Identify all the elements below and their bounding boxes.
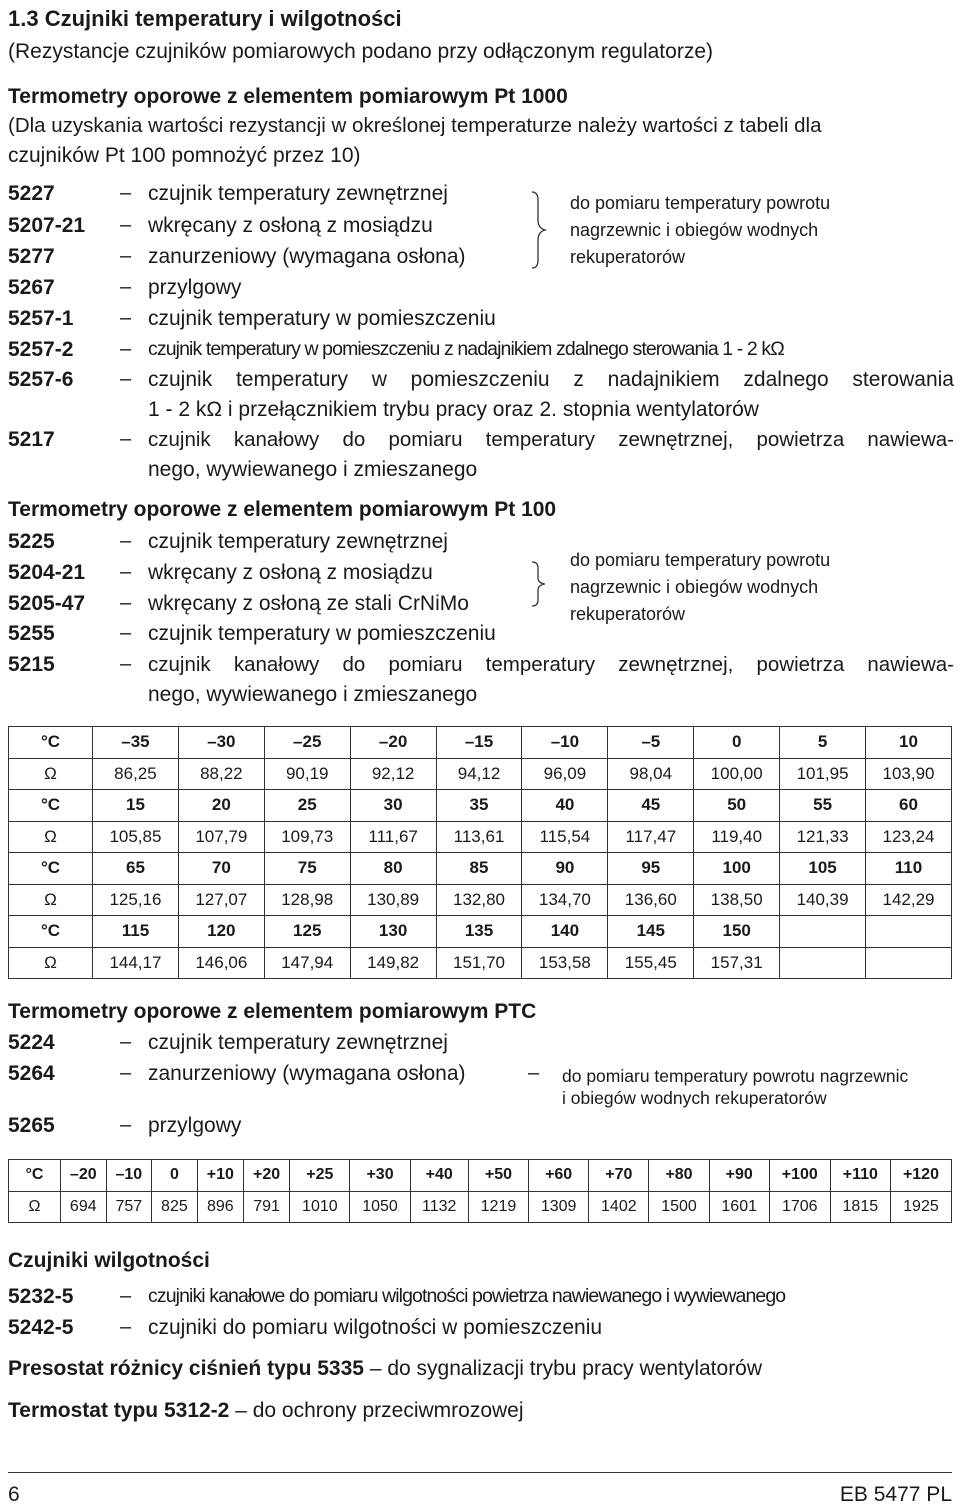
table-cell: 92,12 (350, 758, 436, 790)
table-cell: 25 (264, 790, 350, 822)
unit-cell: °C (9, 1160, 61, 1192)
table-cell: 146,06 (178, 947, 264, 979)
brace-icon (530, 560, 550, 608)
table-row (9, 727, 952, 759)
table-cell: –15 (436, 727, 522, 759)
dash: – (120, 245, 132, 267)
table-cell: 100,00 (694, 758, 780, 790)
sensor-code: 5224 (8, 1031, 55, 1054)
table-cell (866, 916, 952, 948)
presostat-desc: do sygnalizacji trybu pracy wentylatorów (387, 1357, 763, 1380)
table-cell: 144,17 (93, 947, 179, 979)
table-cell: 123,24 (866, 821, 952, 853)
table-cell: –5 (608, 727, 694, 759)
table-cell: 1815 (830, 1191, 890, 1223)
sensor-desc: czujnik temperatury w pomieszczeniu (148, 622, 496, 645)
table-cell: 791 (243, 1191, 289, 1223)
sensor-desc: czujnik temperatury zewnętrznej (148, 182, 448, 205)
table-cell: 98,04 (608, 758, 694, 790)
table-cell: –20 (61, 1160, 107, 1192)
table-cell (780, 947, 866, 979)
dash: – (120, 368, 132, 390)
table-row (9, 1191, 952, 1223)
table-cell: 75 (264, 853, 350, 885)
table-cell: +80 (649, 1160, 709, 1192)
dash: – (528, 1062, 540, 1084)
table-cell: 90 (522, 853, 608, 885)
table-cell: 147,94 (264, 947, 350, 979)
table-cell: 140,39 (780, 884, 866, 916)
table-cell: +100 (769, 1160, 830, 1192)
table-row (9, 821, 952, 853)
table-row (9, 916, 952, 948)
unit-cell: Ω (9, 947, 93, 979)
table-cell: 115 (93, 916, 179, 948)
dash: – (120, 592, 132, 614)
sensor-desc: wkręcany z osłoną z mosiądzu (148, 214, 433, 237)
page-number: 6 (8, 1483, 20, 1506)
table-cell: –35 (93, 727, 179, 759)
dash: – (120, 653, 132, 675)
table-cell: 113,61 (436, 821, 522, 853)
side-note-line: do pomiaru temperatury powrotu nagrzewnic (562, 1066, 909, 1086)
dash: – (120, 1114, 132, 1136)
sensor-desc: czujniki kanałowe do pomiaru wilgotności powietrza nawiewanego i wywiewanego (148, 1285, 786, 1307)
table-cell: 1219 (468, 1191, 528, 1223)
table-cell: –20 (350, 727, 436, 759)
table-cell: 55 (780, 790, 866, 822)
ptc-resistance-table (8, 1159, 952, 1223)
sensor-code: 5204-21 (8, 561, 86, 584)
sensor-code: 5257-6 (8, 368, 74, 391)
table-cell: 88,22 (178, 758, 264, 790)
table-cell: 96,09 (522, 758, 608, 790)
pt1000-note-line1: (Dla uzyskania wartości rezystancji w określonej temperaturze należy wartości z tabeli dla (8, 114, 822, 137)
table-cell: 142,29 (866, 884, 952, 916)
sensor-code: 5265 (8, 1114, 55, 1137)
presostat-line (8, 1357, 762, 1381)
table-cell: –10 (522, 727, 608, 759)
sensor-code: 5207-21 (8, 214, 86, 237)
sensor-code: 5264 (8, 1062, 55, 1085)
sensor-code: 5257-1 (8, 307, 74, 330)
table-cell: +10 (197, 1160, 243, 1192)
unit-cell: Ω (9, 758, 93, 790)
sensor-desc: wkręcany z osłoną z mosiądzu (148, 561, 433, 584)
table-row (9, 1160, 952, 1192)
table-row (9, 853, 952, 885)
table-cell: 103,90 (866, 758, 952, 790)
table-cell: 1500 (649, 1191, 709, 1223)
sensor-code: 5257-2 (8, 338, 74, 361)
table-cell: +50 (468, 1160, 528, 1192)
dash: – (120, 1316, 132, 1338)
pt100-side-note (570, 547, 830, 628)
table-cell: +25 (290, 1160, 350, 1192)
unit-cell: °C (9, 727, 93, 759)
sensor-desc: zanurzeniowy (wymagana osłona) (148, 1062, 466, 1085)
table-cell: 1402 (589, 1191, 649, 1223)
table-cell: 100 (694, 853, 780, 885)
table-cell: +110 (830, 1160, 890, 1192)
table-cell: 5 (780, 727, 866, 759)
side-note-line: do pomiaru temperatury powrotu (570, 193, 831, 213)
pt1000-heading: Termometry oporowe z elementem pomiarowym Pt 1000 (8, 85, 568, 108)
sensor-code: 5215 (8, 653, 55, 676)
table-cell: 35 (436, 790, 522, 822)
pt100-resistance-table (8, 726, 952, 979)
table-cell: 50 (694, 790, 780, 822)
table-cell: 1010 (290, 1191, 350, 1223)
side-note-line: rekuperatorów (570, 247, 686, 267)
brace-icon (530, 190, 550, 270)
table-cell: +90 (709, 1160, 769, 1192)
side-note-line: nagrzewnic i obiegów wodnych (570, 220, 819, 240)
sensor-desc-cont: nego, wywiewanego i zmieszanego (148, 683, 478, 706)
table-cell: 136,60 (608, 884, 694, 916)
dash: – (120, 1285, 132, 1307)
unit-cell: Ω (9, 884, 93, 916)
table-cell: 153,58 (522, 947, 608, 979)
document-id: EB 5477 PL (839, 1483, 952, 1506)
table-cell: 130 (350, 916, 436, 948)
table-cell: 128,98 (264, 884, 350, 916)
sensor-desc: czujnik temperatury w pomieszczeniu (148, 307, 496, 330)
unit-cell: °C (9, 916, 93, 948)
sensor-desc: czujniki do pomiaru wilgotności w pomieszczeniu (148, 1316, 603, 1339)
table-cell: 94,12 (436, 758, 522, 790)
table-cell: 1132 (410, 1191, 468, 1223)
dash: – (120, 1031, 132, 1053)
section-title: 1.3 Czujniki temperatury i wilgotności (8, 6, 402, 31)
table-cell: –10 (106, 1160, 152, 1192)
sensor-desc: czujnik temperatury w pomieszczeniu z nadajnikiem zdalnego sterowania (148, 368, 954, 391)
sensor-desc: zanurzeniowy (wymagana osłona) (148, 245, 466, 268)
table-cell: 60 (866, 790, 952, 822)
table-cell: 105,85 (93, 821, 179, 853)
side-note-line: do pomiaru temperatury powrotu (570, 550, 831, 570)
table-cell: 20 (178, 790, 264, 822)
sensor-code: 5242-5 (8, 1316, 74, 1339)
table-cell: +120 (890, 1160, 951, 1192)
sensor-desc-cont: nego, wywiewanego i zmieszanego (148, 458, 478, 481)
table-cell: 130,89 (350, 884, 436, 916)
sensor-desc-cont: 1 - 2 kΩ i przełącznikiem trybu pracy oraz 2. stopnia wentylatorów (148, 398, 759, 421)
table-cell: 90,19 (264, 758, 350, 790)
dash: – (120, 307, 132, 329)
sensor-desc: czujnik kanałowy do pomiaru temperatury zewnętrznej, powietrza nawiewa- (148, 428, 954, 451)
table-cell: 1309 (529, 1191, 589, 1223)
table-cell: 896 (197, 1191, 243, 1223)
table-cell: 70 (178, 853, 264, 885)
pt100-heading: Termometry oporowe z elementem pomiarowym Pt 100 (8, 498, 557, 521)
table-cell: 0 (152, 1160, 198, 1192)
termostat-title: Termostat typu 5312-2 (8, 1399, 230, 1422)
sensor-desc: czujnik temperatury w pomieszczeniu z nadajnikiem zdalnego sterowania 1 - 2 kΩ (148, 338, 784, 360)
table-cell: 134,70 (522, 884, 608, 916)
table-cell: 149,82 (350, 947, 436, 979)
table-row (9, 758, 952, 790)
table-cell: 95 (608, 853, 694, 885)
table-cell: 127,07 (178, 884, 264, 916)
termostat-desc: do ochrony przeciwmrozowej (252, 1399, 524, 1422)
table-cell: 1601 (709, 1191, 769, 1223)
dash: – (369, 1357, 382, 1380)
sensor-code: 5205-47 (8, 592, 86, 615)
table-cell: 15 (93, 790, 179, 822)
sensor-desc: przylgowy (148, 1114, 242, 1137)
side-note-line: i obiegów wodnych rekuperatorów (562, 1088, 827, 1108)
table-cell: 85 (436, 853, 522, 885)
table-cell: 45 (608, 790, 694, 822)
sensor-code: 5255 (8, 622, 55, 645)
table-cell: 145 (608, 916, 694, 948)
table-cell: 125,16 (93, 884, 179, 916)
footer-divider (8, 1472, 952, 1473)
table-cell: 694 (61, 1191, 107, 1223)
table-cell: 150 (694, 916, 780, 948)
dash: – (235, 1399, 247, 1422)
unit-cell: °C (9, 853, 93, 885)
table-cell: 80 (350, 853, 436, 885)
dash: – (120, 1062, 132, 1084)
termostat-line (8, 1399, 524, 1423)
table-cell: 109,73 (264, 821, 350, 853)
table-cell: +30 (350, 1160, 410, 1192)
humidity-heading: Czujniki wilgotności (8, 1249, 210, 1272)
table-cell: 110 (866, 853, 952, 885)
dash: – (120, 214, 132, 236)
side-note-line: nagrzewnic i obiegów wodnych (570, 577, 819, 597)
table-cell: 101,95 (780, 758, 866, 790)
dash: – (120, 276, 132, 298)
table-cell: 157,31 (694, 947, 780, 979)
table-cell: 119,40 (694, 821, 780, 853)
side-note-line: rekuperatorów (570, 604, 686, 624)
sensor-code: 5227 (8, 182, 55, 205)
table-cell: 86,25 (93, 758, 179, 790)
table-cell: 757 (106, 1191, 152, 1223)
table-cell: 107,79 (178, 821, 264, 853)
table-cell: 10 (866, 727, 952, 759)
presostat-title: Presostat różnicy ciśnień typu 5335 (8, 1357, 364, 1380)
table-cell: 0 (694, 727, 780, 759)
table-cell: 105 (780, 853, 866, 885)
table-cell: 115,54 (522, 821, 608, 853)
table-cell: 30 (350, 790, 436, 822)
table-cell: 132,80 (436, 884, 522, 916)
sensor-desc: czujnik temperatury zewnętrznej (148, 530, 448, 553)
table-cell: –30 (178, 727, 264, 759)
table-cell: 1925 (890, 1191, 951, 1223)
table-cell: 65 (93, 853, 179, 885)
sensor-code: 5232-5 (8, 1285, 74, 1308)
unit-cell: Ω (9, 821, 93, 853)
sensor-desc: przylgowy (148, 276, 242, 299)
sensor-desc: wkręcany z osłoną ze stali CrNiMo (148, 592, 469, 615)
table-cell: 155,45 (608, 947, 694, 979)
table-cell: +60 (529, 1160, 589, 1192)
sensor-code: 5225 (8, 530, 55, 553)
dash: – (120, 182, 132, 204)
unit-cell: Ω (9, 1191, 61, 1223)
table-cell: 125 (264, 916, 350, 948)
ptc-heading: Termometry oporowe z elementem pomiarowym PTC (8, 1000, 537, 1023)
table-cell: 120 (178, 916, 264, 948)
table-cell: 138,50 (694, 884, 780, 916)
table-cell: 117,47 (608, 821, 694, 853)
sensor-desc: czujnik temperatury zewnętrznej (148, 1031, 448, 1054)
dash: – (120, 428, 132, 450)
table-cell: 1706 (769, 1191, 830, 1223)
pt1000-note-line2: czujników Pt 100 pomnożyć przez 10) (8, 144, 361, 167)
ptc-side-note (562, 1065, 908, 1109)
dash: – (120, 561, 132, 583)
table-cell: –25 (264, 727, 350, 759)
table-cell: 121,33 (780, 821, 866, 853)
sensor-code: 5277 (8, 245, 55, 268)
dash: – (120, 622, 132, 644)
intro-note: (Rezystancje czujników pomiarowych podano przy odłączonym regulatorze) (8, 40, 713, 63)
table-cell: 135 (436, 916, 522, 948)
sensor-desc: czujnik kanałowy do pomiaru temperatury zewnętrznej, powietrza nawiewa- (148, 653, 954, 676)
sensor-code: 5217 (8, 428, 55, 451)
table-row (9, 790, 952, 822)
table-cell: 111,67 (350, 821, 436, 853)
table-cell: +40 (410, 1160, 468, 1192)
dash: – (120, 530, 132, 552)
table-cell: 40 (522, 790, 608, 822)
table-cell (866, 947, 952, 979)
table-cell: 140 (522, 916, 608, 948)
table-cell: +20 (243, 1160, 289, 1192)
dash: – (120, 338, 132, 360)
table-cell: 825 (152, 1191, 198, 1223)
table-cell: 151,70 (436, 947, 522, 979)
table-row (9, 884, 952, 916)
unit-cell: °C (9, 790, 93, 822)
table-cell (780, 916, 866, 948)
table-row (9, 947, 952, 979)
pt1000-side-note (570, 190, 830, 271)
table-cell: 1050 (350, 1191, 410, 1223)
sensor-code: 5267 (8, 276, 55, 299)
table-cell: +70 (589, 1160, 649, 1192)
